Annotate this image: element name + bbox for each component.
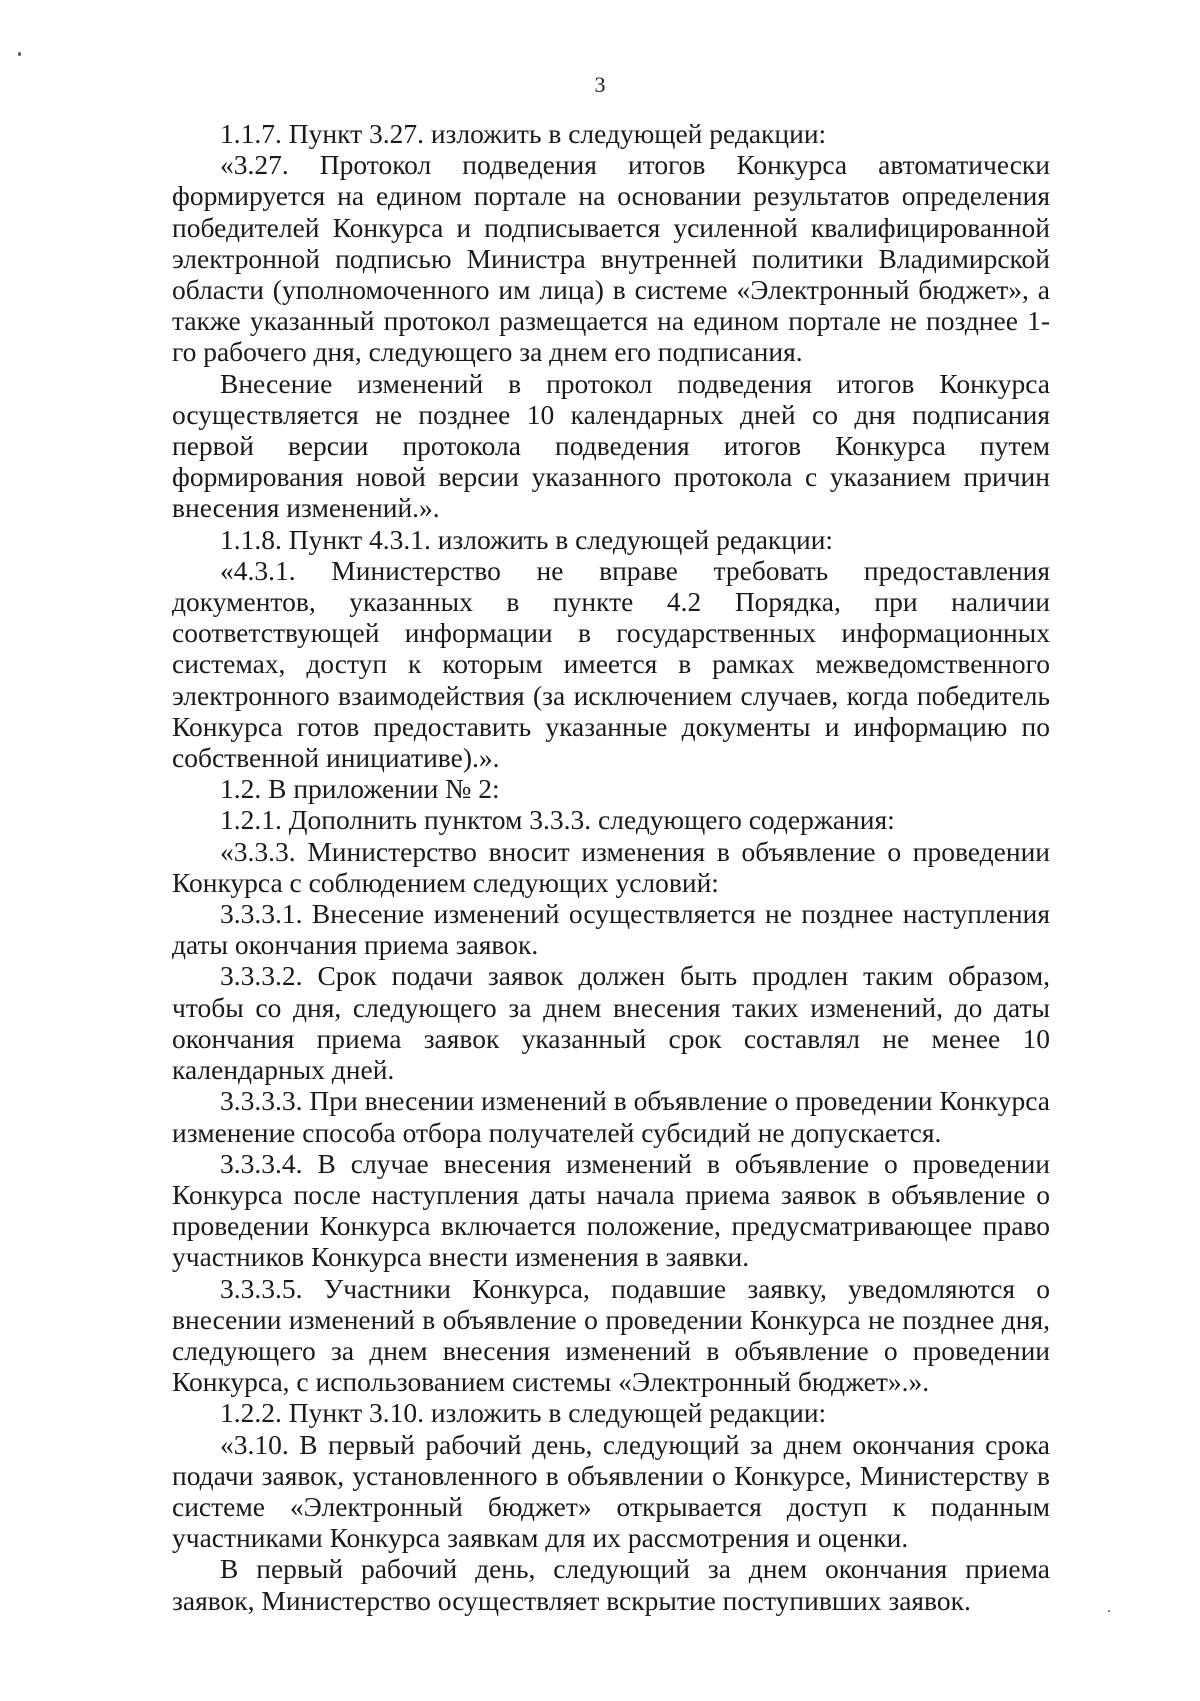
paragraph-first-working-day: В первый рабочий день, следующий за днем окончания приема заявок, Министерство осуществляет вскрытие поступивших заявок. xyxy=(172,1553,1050,1616)
scan-speck xyxy=(1108,1610,1110,1612)
paragraph-3-3-3-4: 3.3.3.4. В случае внесения изменений в объявление о проведении Конкурса после наступления даты начала приема заявок в объявление о проведении Конкурса включается положение, предусматривающее право участников Конкурса внести изменения в заявки. xyxy=(172,1147,1050,1273)
paragraph-3-27: «3.27. Протокол подведения итогов Конкурса автоматически формируется на едином портале на основании результатов определения победителей Конкурса и подписывается усиленной квалифицированной электронной подписью Министра внутренней политики Владимирской области (уполномоченного им лица) в системе «Электронный бюджет», а также указанный протокол размещается на едином портале не позднее 1-го рабочего дня, следующего за днем его подписания. xyxy=(172,149,1050,368)
paragraph-3-3-3-1: 3.3.3.1. Внесение изменений осуществляется не позднее наступления даты окончания приема заявок. xyxy=(172,898,1050,961)
paragraph-3-3-3-2: 3.3.3.2. Срок подачи заявок должен быть продлен таким образом, чтобы со дня, следующего за днем внесения таких изменений, до даты окончания приема заявок указанный срок составлял не менее 10 календарных дней. xyxy=(172,960,1050,1086)
paragraph-1-2-1: 1.2.1. Дополнить пунктом 3.3.3. следующего содержания: xyxy=(220,804,895,836)
paragraph-3-3-3: «3.3.3. Министерство вносит изменения в объявление о проведении Конкурса с соблюдением следующих условий: xyxy=(172,835,1050,898)
paragraph-1-2: 1.2. В приложении № 2: xyxy=(220,773,500,805)
paragraph-1-1-7: 1.1.7. Пункт 3.27. изложить в следующей редакции: xyxy=(220,118,827,149)
paragraph-3-3-3-5: 3.3.3.5. Участники Конкурса, подавшие заявку, уведомляются о внесении изменений в объявление о проведении Конкурса не позднее дня, следующего за днем внесения изменений в объявление о проведении Конкурса, с использованием системы «Электронный бюджет».». xyxy=(172,1272,1050,1398)
paragraph-3-3-3-3: 3.3.3.3. При внесении изменений в объявление о проведении Конкурса изменение способа отбора получателей субсидий не допускается. xyxy=(172,1085,1050,1148)
document-body xyxy=(172,118,1050,1616)
paragraph-protocol-changes: Внесение изменений в протокол подведения итогов Конкурса осуществляется не позднее 10 календарных дней со дня подписания первой версии протокола подведения итогов Конкурса путем формирования новой версии указанного протокола с указанием причин внесения изменений.». xyxy=(172,367,1050,524)
scan-speck xyxy=(18,52,21,56)
paragraph-3-10: «3.10. В первый рабочий день, следующий за днем окончания срока подачи заявок, установленного в объявлении о Конкурсе, Министерству в системе «Электронный бюджет» открывается доступ к поданным участниками Конкурса заявкам для их рассмотрения и оценки. xyxy=(172,1428,1050,1554)
paragraph-1-1-8: 1.1.8. Пункт 4.3.1. изложить в следующей редакции: xyxy=(220,523,834,555)
page-number: 3 xyxy=(594,72,606,97)
paragraph-4-3-1: «4.3.1. Министерство не вправе требовать предоставления документов, указанных в пункте 4.2 Порядка, при наличии соответствующей информации в государственных информационных системах, доступ к которым имеется в рамках межведомственного электронного взаимодействия (за исключением случаев, когда победитель Конкурса готов предоставить указанные документы и информацию по собственной инициативе).». xyxy=(172,554,1050,774)
paragraph-1-2-2: 1.2.2. Пункт 3.10. изложить в следующей редакции: xyxy=(220,1397,827,1429)
